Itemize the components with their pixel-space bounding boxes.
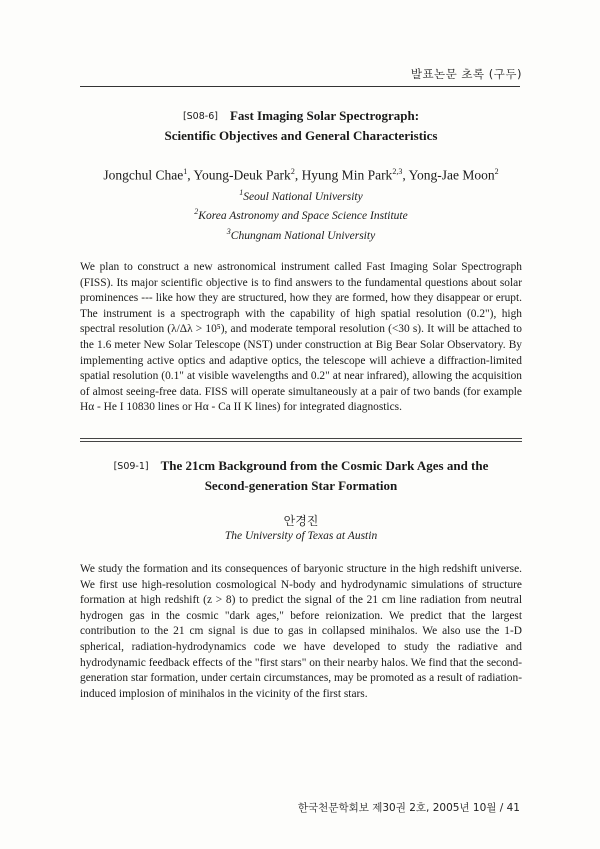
affiliation-name: Seoul National University [243,190,363,203]
abstract-s09-1 [80,456,522,702]
affiliation-name: Korea Astronomy and Space Science Institute [198,210,408,223]
title-line-1: The 21cm Background from the Cosmic Dark Ages and the [160,458,489,473]
author-name: Jongchul Chae [103,167,184,183]
page-footer: 한국천문학회보 제30권 2호, 2005년 10월 / 41 [297,802,520,814]
affiliation [80,224,522,244]
abstract-body: We study the formation and its consequences of baryonic structure in the high redshift universe. We first use high-resolution cosmological N-body and hydrodynamic simulations of structure formation at high redshift (z > 8) to predict the signal of the 21 cm line radiation from neutral hydrogen gas in the cosmic "dark ages," before reionization. We predict that the largest contribution to the 21 cm signal is due to gas in collapsed minihalos. We also use the 1-D spherical, radiation-hydrodynamics code we have developed to study the radiative and hydrodynamic feedback effects of the "first stars" on their nearby halos. We find that the second-generation star formation, under certain circumstances, may be promoted as a result of radiation-induced implosion of minihalos in the vicinity of the first stars. [80,563,522,700]
author-sup: 2 [290,167,295,176]
author-sup: 2 [494,167,499,176]
author-name: Young-Deuk Park [193,167,291,183]
author-sup: 1 [183,167,188,176]
author-name: Hyung Min Park [301,167,393,183]
session-code: [S08-6] [182,111,218,122]
affiliation-sup: 2 [194,207,199,217]
title-line-1: Fast Imaging Solar Spectrograph: [229,108,420,123]
session-code: [S09-1] [113,461,149,472]
author-name: 안경진 [283,514,319,528]
author-sup: 2,3 [392,167,403,176]
affiliation-sup: 1 [239,187,244,197]
author-name: Yong-Jae Moon [408,167,495,183]
affiliation-name: Chungnam National University [230,229,376,242]
affiliation-sup: 3 [226,227,231,237]
author-list: Jongchul Chae$^1$, Young-Deuk Park$^2$, Hyung Min Park$^{2,3}$, Yong-Jae Moon$^2$ [103,167,499,183]
abstract-title [80,456,522,495]
header-divider [80,86,520,87]
affiliation [80,185,522,205]
abstract-body: We plan to construct a new astronomical instrument called Fast Imaging Solar Spectrograph (FISS). Its major scientific objective is to find answers to the fundamental questions about solar prominences --- like how they are structured, how they are formed, how they disappear or erupt. The instrument is a spectrograph with the capability of high spatial resolution (0.2"), high spectral resolution (λ/Δλ > 10⁵), and moderate temporal resolution (<30 s). It will be attached to the 1.6 meter New Solar Telescope (NST) under construction at Big Bear Solar Observatory. By implementing active optics and adaptive optics, the telescope will achieve a diffraction-limited spatial resolution (0.1" at visible wavelengths and 0.2" at near infrared), allowing the acquisition of almost seeing-free data. FISS will operate simultaneously at a pair of two bands (for example Hα - He I 10830 lines or Hα - Ca II K lines) for integrated diagnostics. [80,260,522,414]
affiliation: The University of Texas at Austin [224,530,378,542]
abstract-s08-6 [80,106,522,416]
title-line-2: Second-generation Star Formation [204,478,398,493]
section-header-label: 발표논문 초록 (구두) [410,67,522,81]
title-line-2: Scientific Objectives and General Characteristics [164,128,438,143]
affiliation [80,204,522,224]
section-divider [80,438,522,444]
abstract-title [80,106,522,145]
